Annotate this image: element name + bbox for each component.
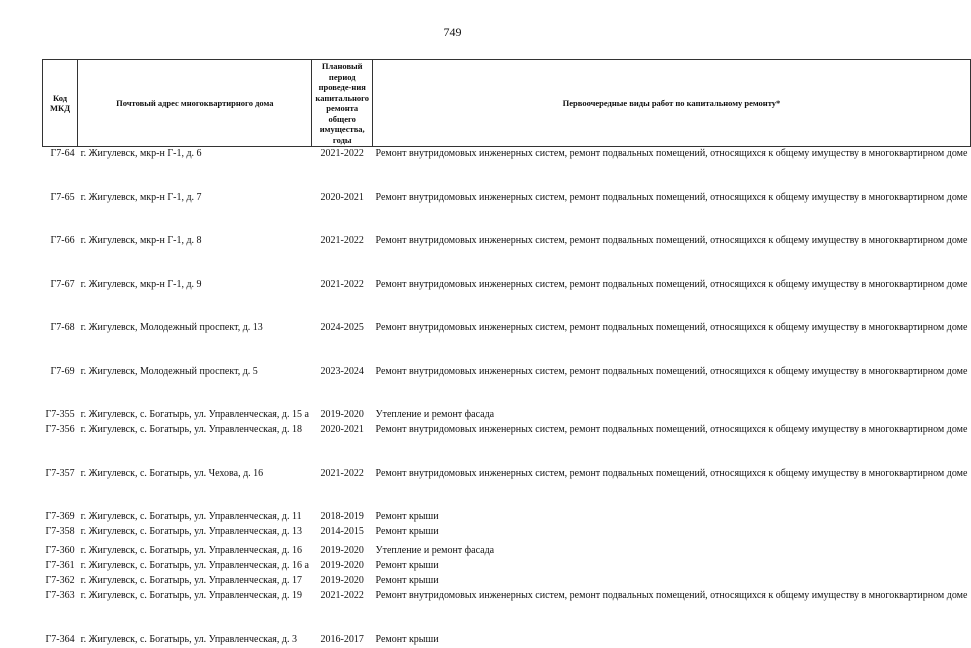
cell-address: г. Жигулевск, с. Богатырь, ул. Управленческая, д. 19 <box>80 590 302 602</box>
cell-address: г. Жигулевск, с. Богатырь, ул. Управленческая, д. 15 а <box>80 409 309 420</box>
cell-period: 2021-2022 <box>320 148 364 159</box>
cell-address: г. Жигулевск, с. Богатырь, ул. Управленческая, д. 16 а <box>80 559 309 571</box>
cell-works: Ремонт крыши <box>375 633 439 645</box>
cell-works: Ремонт внутридомовых инженерных систем, ремонт подвальных помещений, относящихся к общему имуществу в многоквартирном доме <box>375 235 968 246</box>
table-header <box>43 60 971 147</box>
cell-code: Г7-363 <box>45 590 75 602</box>
header-address: Почтовый адрес многоквартирного дома <box>78 60 312 147</box>
cell-works: Ремонт крыши <box>375 574 439 586</box>
page-number: 749 <box>443 25 462 39</box>
cell-address: г. Жигулевск, с. Богатырь, ул. Управленческая, д. 18 <box>80 424 302 436</box>
table-row <box>43 467 971 511</box>
cell-works: Ремонт внутридомовых инженерных систем, ремонт подвальных помещений, относящихся к общему имуществу в многоквартирном доме <box>375 322 968 333</box>
table-row <box>43 559 971 574</box>
cell-works: Ремонт внутридомовых инженерных систем, ремонт подвальных помещений, относящихся к общему имуществу в многоквартирном доме <box>375 467 968 479</box>
cell-code: Г7-358 <box>45 526 75 538</box>
cell-code: Г7-362 <box>45 574 75 586</box>
cell-address: г. Жигулевск, мкр-н Г-1, д. 6 <box>80 148 202 159</box>
cell-period: 2023-2024 <box>320 365 364 377</box>
cell-address: г. Жигулевск, с. Богатырь, ул. Управленческая, д. 11 <box>80 511 302 523</box>
cell-address: г. Жигулевск, с. Богатырь, ул. Управленческая, д. 13 <box>80 526 302 538</box>
cell-code: Г7-355 <box>45 409 75 420</box>
cell-period: 2019-2020 <box>320 574 364 586</box>
cell-period: 2020-2021 <box>320 424 364 436</box>
cell-address: г. Жигулевск, мкр-н Г-1, д. 8 <box>80 235 202 246</box>
cell-code: Г7-356 <box>45 424 75 436</box>
cell-period: 2018-2019 <box>320 511 364 523</box>
table-row <box>43 234 971 278</box>
table-row <box>43 408 971 423</box>
table-row <box>43 589 971 633</box>
cell-code: Г7-361 <box>45 559 75 571</box>
table-row <box>43 321 971 365</box>
table-row <box>43 423 971 467</box>
cell-address: г. Жигулевск, с. Богатырь, ул. Управленческая, д. 16 <box>80 544 302 556</box>
cell-works: Ремонт внутридомовых инженерных систем, ремонт подвальных помещений, относящихся к общему имуществу в многоквартирном доме <box>375 191 968 203</box>
cell-code: Г7-68 <box>50 322 75 333</box>
cell-period: 2021-2022 <box>320 467 364 479</box>
cell-address: г. Жигулевск, с. Богатырь, ул. Управленческая, д. 3 <box>80 633 297 645</box>
housing-register-table <box>42 59 971 648</box>
cell-period: 2014-2015 <box>320 526 364 538</box>
cell-works: Ремонт внутридомовых инженерных систем, ремонт подвальных помещений, относящихся к общему имуществу в многоквартирном доме <box>375 424 968 436</box>
cell-period: 2021-2022 <box>320 590 364 602</box>
header-code: Код МКД <box>43 60 78 147</box>
cell-period: 2019-2020 <box>320 559 364 571</box>
cell-address: г. Жигулевск, Молодежный проспект, д. 13 <box>80 322 263 333</box>
cell-works: Ремонт крыши <box>375 511 439 523</box>
cell-address: г. Жигулевск, мкр-н Г-1, д. 7 <box>80 191 202 203</box>
cell-works: Ремонт внутридомовых инженерных систем, ремонт подвальных помещений, относящихся к общему имуществу в многоквартирном доме <box>375 278 968 290</box>
cell-address: г. Жигулевск, с. Богатырь, ул. Управленческая, д. 17 <box>80 574 302 586</box>
cell-period: 2021-2022 <box>320 235 364 246</box>
cell-period: 2016-2017 <box>320 633 364 645</box>
cell-works: Ремонт крыши <box>375 559 439 571</box>
cell-works: Ремонт внутридомовых инженерных систем, ремонт подвальных помещений, относящихся к общему имуществу в многоквартирном доме <box>375 590 968 602</box>
cell-works: Утепление и ремонт фасада <box>375 409 495 420</box>
cell-works: Ремонт внутридомовых инженерных систем, ремонт подвальных помещений, относящихся к общему имуществу в многоквартирном доме <box>375 148 968 159</box>
cell-code: Г7-67 <box>50 278 75 290</box>
table-row <box>43 510 971 525</box>
cell-period: 2019-2020 <box>320 544 364 556</box>
cell-period: 2024-2025 <box>320 322 364 333</box>
table-row <box>43 525 971 540</box>
table-body <box>43 147 971 648</box>
cell-code: Г7-360 <box>45 544 75 556</box>
cell-period: 2019-2020 <box>320 409 364 420</box>
cell-works: Утепление и ремонт фасада <box>375 544 495 556</box>
cell-address: г. Жигулевск, Молодежный проспект, д. 5 <box>80 365 258 377</box>
table-row <box>43 278 971 322</box>
header-works: Первоочередные виды работ по капитальному ремонту* <box>373 60 971 147</box>
cell-code: Г7-357 <box>45 467 75 479</box>
table-row <box>43 191 971 235</box>
cell-code: Г7-69 <box>50 365 75 377</box>
table-row <box>43 365 971 409</box>
cell-period: 2020-2021 <box>320 191 364 203</box>
cell-address: г. Жигулевск, с. Богатырь, ул. Чехова, д. 16 <box>80 467 264 479</box>
cell-code: Г7-369 <box>45 511 75 523</box>
cell-code: Г7-66 <box>50 235 75 246</box>
cell-works: Ремонт внутридомовых инженерных систем, ремонт подвальных помещений, относящихся к общему имуществу в многоквартирном доме <box>375 365 968 377</box>
cell-code: Г7-65 <box>50 191 75 203</box>
table-row <box>43 544 971 559</box>
table-row <box>43 633 971 648</box>
header-period: Плановый период проведе-ния капитального ремонта общего имущества, годы <box>312 60 373 147</box>
cell-works: Ремонт крыши <box>375 526 439 538</box>
cell-address: г. Жигулевск, мкр-н Г-1, д. 9 <box>80 278 202 290</box>
table-row <box>43 147 971 191</box>
cell-code: Г7-64 <box>50 148 75 159</box>
table-row <box>43 574 971 589</box>
cell-code: Г7-364 <box>45 633 75 645</box>
cell-period: 2021-2022 <box>320 278 364 290</box>
